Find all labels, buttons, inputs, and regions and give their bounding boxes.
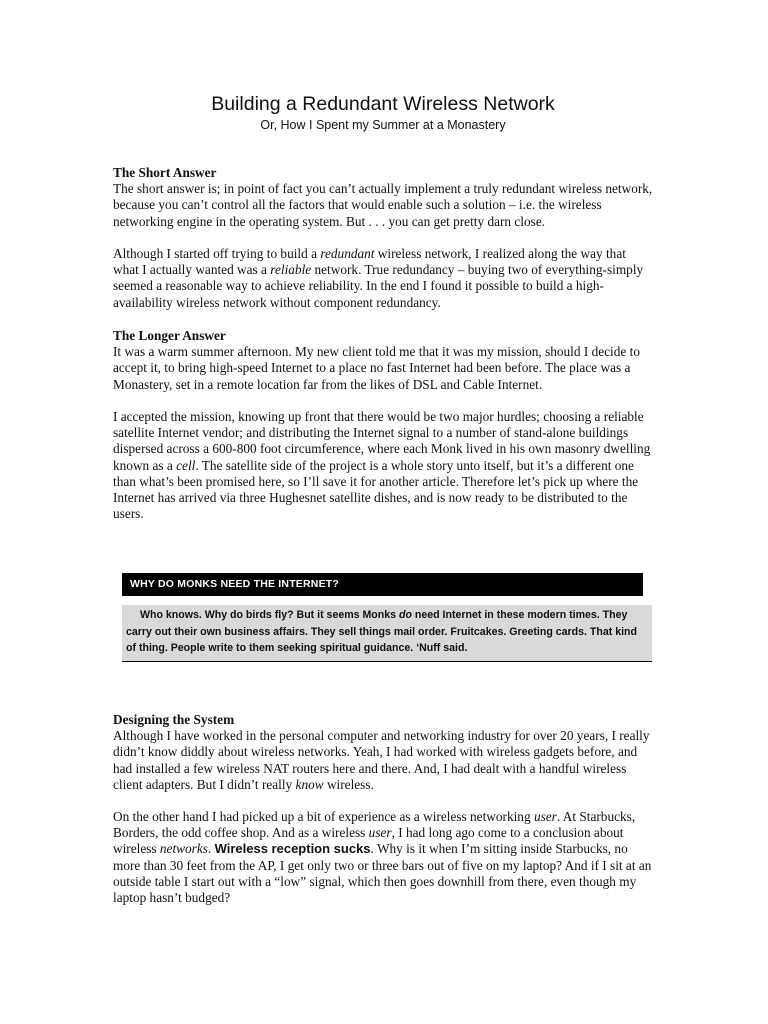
- text-run: wireless network, I realized along the way that what I actually wanted was a: [113, 246, 626, 278]
- emphasis-redundant: redundant: [320, 246, 375, 261]
- document-title: Building a Redundant Wireless Network: [211, 93, 555, 115]
- document-subtitle: Or, How I Spent my Summer at a Monastery: [260, 118, 506, 132]
- section-designing-the-system: [113, 712, 653, 793]
- text-run: . At Starbucks, Borders, the odd coffee shop. And as a wireless: [113, 809, 636, 841]
- strong-wireless-reception-sucks: Wireless reception sucks: [214, 841, 371, 857]
- section-short-answer: [113, 165, 653, 230]
- emphasis-do: do: [398, 609, 412, 621]
- text-run: Although I have worked in the personal computer and networking industry for over 20 years, I really didn’t know diddly about wireless networks. Yeah, I had worked with wireless gadgets before, and had installed a few wireless NAT routers here and there. And, I had dealt with a handful wireless client adapters. But I didn’t really: [113, 728, 650, 792]
- sidebar-heading: WHY DO MONKS NEED THE INTERNET?: [122, 573, 643, 596]
- emphasis-cell: cell: [176, 457, 196, 473]
- emphasis-know: know: [295, 776, 324, 792]
- paragraph-longer-answer-1: It was a warm summer afternoon. My new client told me that it was my mission, should I decide to accept it, to bring high-speed Internet to a place no fast Internet had been before. The place was a Monastery, set in a remote location far from the likes of DSL and Cable Internet.: [113, 344, 640, 392]
- text-run: .: [207, 841, 215, 857]
- emphasis-user: user: [533, 809, 557, 824]
- emphasis-reliable: reliable: [270, 262, 312, 278]
- emphasis-user: user: [368, 825, 392, 841]
- text-run: , I had long ago come to a conclusion about wireless: [113, 825, 624, 857]
- text-run: need Internet in these modern times. They carry out their own business affairs. They sell things mail order. Fruitcakes. Greeting cards. That kind of thing. People write to them seeking spiritual guidance. ‘Nuff said.: [126, 609, 637, 654]
- emphasis-networks: networks: [159, 841, 208, 857]
- sidebar-box: [122, 573, 652, 662]
- text-run: . Why is it when I’m sitting inside Starbucks, no more than 30 feet from the AP, I get only two or three bars out of five on my laptop? And if I sit at an outside table I start out with a “low” signal, which then goes downhill from there, even though my laptop hasn’t budged?: [113, 841, 652, 906]
- section-longer-answer: [113, 328, 653, 393]
- text-run: Although I started off trying to build a: [113, 246, 321, 261]
- text-run: On the other hand I had picked up a bit of experience as a wireless networking: [113, 809, 534, 824]
- sidebar-body: [122, 605, 652, 662]
- paragraph-designing-1: [113, 728, 653, 793]
- paragraph-short-answer-2: [113, 246, 653, 311]
- paragraph-designing-2: [113, 809, 653, 906]
- paragraph-short-answer-1: The short answer is; in point of fact you can’t actually implement a truly redundant wireless network, because you can’t control all the factors that would enable such a solution – i.e. the wireless networking engine in the operating system. But . . . you can get pretty darn close.: [113, 181, 653, 229]
- text-run: network. True redundancy – buying two of everything-simply seemed a reasonable way to achieve reliability. In the end I found it possible to build a high-availability wireless network without component redundancy.: [113, 262, 644, 310]
- text-run: . The satellite side of the project is a whole story unto itself, but it’s a different one than what’s been promised here, so I’ll save it for another article. Therefore let’s pick up where the Internet has arrived via three Hughesnet satellite dishes, and is now ready to be distributed to the users.: [113, 457, 639, 522]
- heading-longer-answer: The Longer Answer: [113, 328, 226, 343]
- text-run: Who knows. Why do birds fly? But it seems Monks: [140, 609, 399, 621]
- text-run: I accepted the mission, knowing up front that there would be two major hurdles; choosing a reliable satellite Internet vendor; and distributing the Internet signal to a number of stand-alone buildings dispersed across a 600-800 foot circumference, where each Monk lived in his own masonry dwelling known as a: [113, 409, 651, 473]
- text-run: wireless.: [323, 776, 374, 792]
- paragraph-longer-answer-2: [113, 409, 653, 522]
- heading-short-answer: The Short Answer: [113, 165, 217, 180]
- heading-designing-the-system: Designing the System: [113, 712, 235, 727]
